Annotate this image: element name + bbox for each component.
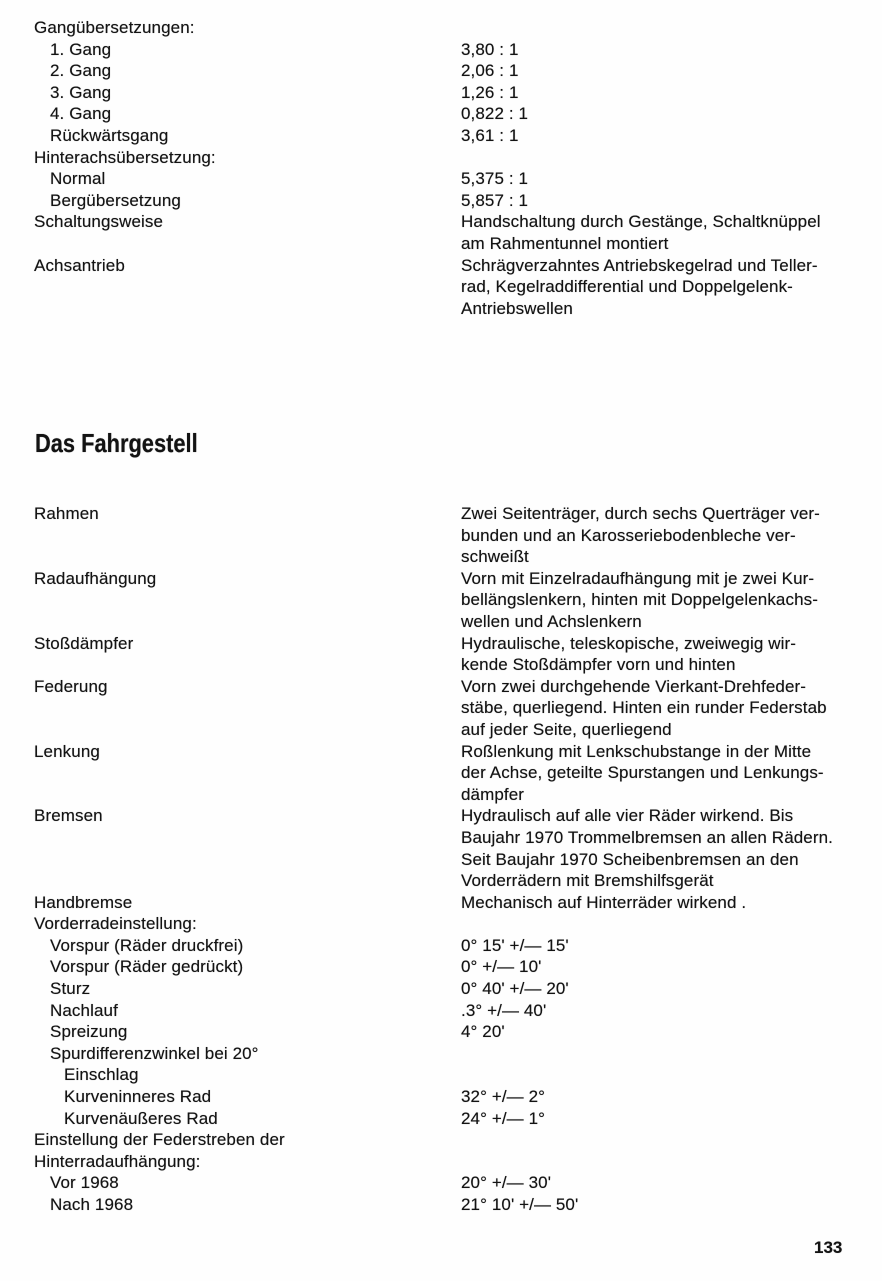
spec-value-line: bellängslenkern, hinten mit Doppelgelenkachs- [461,590,818,610]
spec-value [461,190,850,212]
spec-row [34,1129,850,1151]
spec-label: Vorspur (Räder druckfrei) [50,935,244,955]
spec-row [34,211,850,254]
spec-row [34,805,850,891]
spec-row [34,1064,850,1086]
spec-value-line: Seit Baujahr 1970 Scheibenbremsen an den [461,849,799,869]
spec-row [34,633,850,676]
spec-row [34,978,850,1000]
spec-value [461,1108,850,1130]
spec-row [34,39,850,61]
spec-row [34,60,850,82]
spec-value [461,1000,850,1022]
spec-row [34,125,850,147]
page-number: 133 [814,1238,843,1257]
spec-value [461,103,850,125]
spec-value [461,1172,850,1194]
spec-row [34,82,850,104]
spec-label: 3. Gang [50,82,112,102]
spec-label: Bremsen [34,806,103,826]
spec-label: Kurveninneres Rad [64,1087,212,1107]
spec-value [461,892,850,914]
spec-value [461,1194,850,1216]
spec-row [34,1086,850,1108]
spec-value [461,568,850,633]
spec-value-line: bunden und an Karosseriebodenbleche ver- [461,525,796,545]
spec-value [461,935,850,957]
spec-value [461,1086,850,1108]
spec-value-line: 5,375 : 1 [461,169,529,189]
spec-value [461,956,850,978]
spec-row [34,892,850,914]
spec-value-line: Hydraulisch auf alle vier Räder wirkend. Bis [461,806,794,826]
drivetrain-spec-table [34,17,850,319]
spec-label: Achsantrieb [34,255,125,275]
spec-label: Spurdifferenzwinkel bei 20° [50,1043,259,1063]
spec-label: Kurvenäußeres Rad [64,1108,218,1128]
spec-row [34,103,850,125]
spec-row [34,935,850,957]
spec-value [461,168,850,190]
spec-value-line: 20° +/— 30' [461,1173,552,1193]
spec-value-line: auf jeder Seite, querliegend [461,719,672,739]
spec-label: Federung [34,676,108,696]
spec-value-line: 21° 10' +/— 50' [461,1195,579,1214]
spec-row [34,147,850,169]
spec-label: Sturz [50,979,91,999]
spec-value-line: 3,61 : 1 [461,125,519,145]
spec-row [34,190,850,212]
spec-value [461,978,850,1000]
spec-label: Vorspur (Räder gedrückt) [50,957,244,977]
spec-value-line: Vorn mit Einzelradaufhängung mit je zwei Kur- [461,568,815,588]
spec-value-line: schweißt [461,547,529,567]
spec-row [34,1172,850,1194]
spec-value [461,82,850,104]
spec-value-line: dämpfer [461,784,525,804]
spec-row [34,741,850,806]
spec-label: 2. Gang [50,61,112,81]
spec-row [34,17,850,39]
spec-label: Vorderradeinstellung: [34,914,197,934]
spec-value-line: Mechanisch auf Hinterräder wirkend . [461,892,747,912]
spec-value-line: Zwei Seitenträger, durch sechs Querträger ver- [461,504,820,523]
spec-value-line: 5,857 : 1 [461,190,529,210]
spec-label: Normal [50,169,106,189]
spec-label: Hinterradaufhängung: [34,1151,201,1171]
spec-label: Einschlag [64,1065,139,1085]
spec-row [34,1194,850,1216]
spec-value [461,676,850,741]
spec-value [461,633,850,676]
spec-label: Nach 1968 [50,1195,134,1214]
spec-label: 4. Gang [50,104,112,124]
spec-value [461,125,850,147]
section-heading: Das Fahrgestell [35,428,198,458]
spec-row [34,1000,850,1022]
spec-row [34,568,850,633]
spec-value-line: wellen und Achslenkern [461,611,642,631]
spec-row [34,913,850,935]
spec-value [461,60,850,82]
spec-value-line: 0° 15' +/— 15' [461,935,569,955]
spec-value [461,503,850,568]
spec-value-line: 2,06 : 1 [461,61,519,81]
spec-label: Einstellung der Federstreben der [34,1130,285,1150]
spec-label: Rückwärtsgang [50,125,169,145]
spec-value [461,1021,850,1043]
spec-row [34,1151,850,1173]
spec-value-line: 0° 40' +/— 20' [461,979,569,999]
spec-row [34,168,850,190]
spec-label: Nachlauf [50,1000,118,1020]
spec-label: Bergübersetzung [50,190,181,210]
spec-label: Hinterachsübersetzung: [34,147,216,167]
spec-label: Stoßdämpfer [34,633,134,653]
spec-value-line: 0,822 : 1 [461,104,529,124]
spec-value-line: 1,26 : 1 [461,82,519,102]
spec-value-line: Schrägverzahntes Antriebskegelrad und Teller- [461,255,818,275]
spec-label: Schaltungsweise [34,212,164,232]
spec-value-line: 32° +/— 2° [461,1087,546,1107]
spec-value [461,211,850,254]
spec-row [34,956,850,978]
spec-row [34,503,850,568]
spec-value-line: Vorderrädern mit Bremshilfsgerät [461,871,714,891]
spec-value-line: Handschaltung durch Gestänge, Schaltknüppel [461,212,821,232]
chassis-spec-table [34,503,850,1216]
spec-label: Lenkung [34,741,100,761]
spec-row [34,676,850,741]
spec-label: Spreizung [50,1022,128,1042]
spec-value-line: Vorn zwei durchgehende Vierkant-Drehfeder- [461,676,807,696]
spec-value-line: stäbe, querliegend. Hinten ein runder Federstab [461,698,827,718]
spec-label: Vor 1968 [50,1173,119,1193]
spec-row [34,1043,850,1065]
spec-label: Gangübersetzungen: [34,18,195,37]
spec-value-line: Hydraulische, teleskopische, zweiwegig wir- [461,633,796,653]
spec-value-line: .3° +/— 40' [461,1000,547,1020]
spec-row [34,1021,850,1043]
spec-value-line: 0° +/— 10' [461,957,542,977]
spec-value-line: 24° +/— 1° [461,1108,546,1128]
spec-value-line: 4° 20' [461,1022,505,1042]
spec-label: Radaufhängung [34,568,157,588]
spec-row [34,255,850,320]
spec-value [461,39,850,61]
spec-value-line: kende Stoßdämpfer vorn und hinten [461,655,736,675]
spec-value-line: rad, Kegelraddifferential und Doppelgelenk- [461,277,793,297]
spec-value-line: 3,80 : 1 [461,39,519,59]
spec-label: Handbremse [34,892,133,912]
spec-value-line: Antriebswellen [461,298,573,318]
spec-row [34,1108,850,1130]
spec-value [461,741,850,806]
spec-value-line: am Rahmentunnel montiert [461,233,669,253]
spec-value-line: Baujahr 1970 Trommelbremsen an allen Rädern. [461,827,833,847]
spec-value-line: der Achse, geteilte Spurstangen und Lenkungs- [461,763,824,783]
spec-value [461,255,850,320]
spec-label: 1. Gang [50,39,112,59]
spec-value [461,805,850,891]
spec-label: Rahmen [34,504,99,523]
spec-value-line: Roßlenkung mit Lenkschubstange in der Mitte [461,741,812,761]
